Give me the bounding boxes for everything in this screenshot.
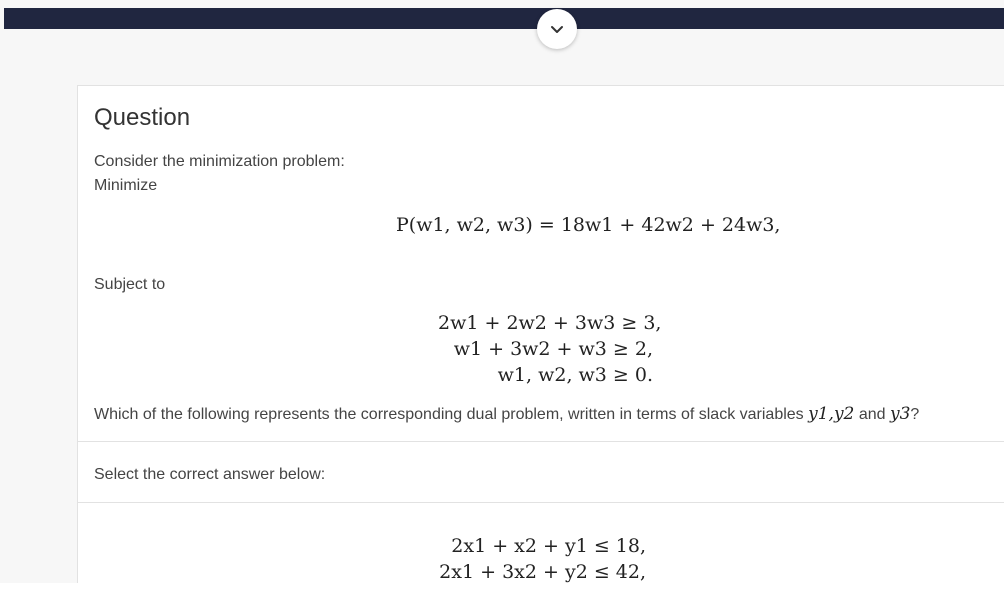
dual-question-text — [94, 404, 919, 424]
question-title: Question — [94, 104, 191, 131]
constraint-1: 2w1 + 2w2 + 3w3 ≥ 3, — [438, 312, 662, 334]
constraint-2: w1 + 3w2 + w3 ≥ 2, — [453, 338, 653, 360]
dual-question-and: and — [858, 406, 886, 423]
objective-lhs: P(w1, w2, w3) — [396, 214, 533, 236]
select-prompt: Select the correct answer below: — [94, 466, 326, 483]
option-a-line-2: 2x1 + 3x2 + y2 ≤ 42, — [439, 561, 646, 583]
chevron-down-icon — [550, 25, 564, 34]
divider — [78, 441, 1004, 442]
dual-question-body: Which of the following represents the corresponding dual problem, written in terms of slack variables — [94, 406, 804, 423]
divider — [78, 502, 1004, 503]
question-card — [77, 85, 1004, 583]
top-navigation-bar — [4, 8, 1004, 29]
slack-var-last: y3 — [889, 404, 911, 424]
constraint-3: w1, w2, w3 ≥ 0. — [497, 364, 653, 386]
slack-vars: y1,y2 — [808, 404, 855, 424]
question-intro: Consider the minimization problem: — [94, 153, 345, 170]
subject-to-label: Subject to — [94, 276, 166, 293]
dual-question-end: ? — [910, 406, 920, 423]
objective-function: P(w1, w2, w3) = 18w1 + 42w2 + 24w3, — [396, 214, 781, 236]
objective-rhs: 18w1 + 42w2 + 24w3, — [560, 214, 781, 236]
option-a-line-1: 2x1 + x2 + y1 ≤ 18, — [451, 535, 646, 557]
minimize-label: Minimize — [94, 177, 158, 194]
collapse-header-button[interactable] — [537, 9, 577, 49]
